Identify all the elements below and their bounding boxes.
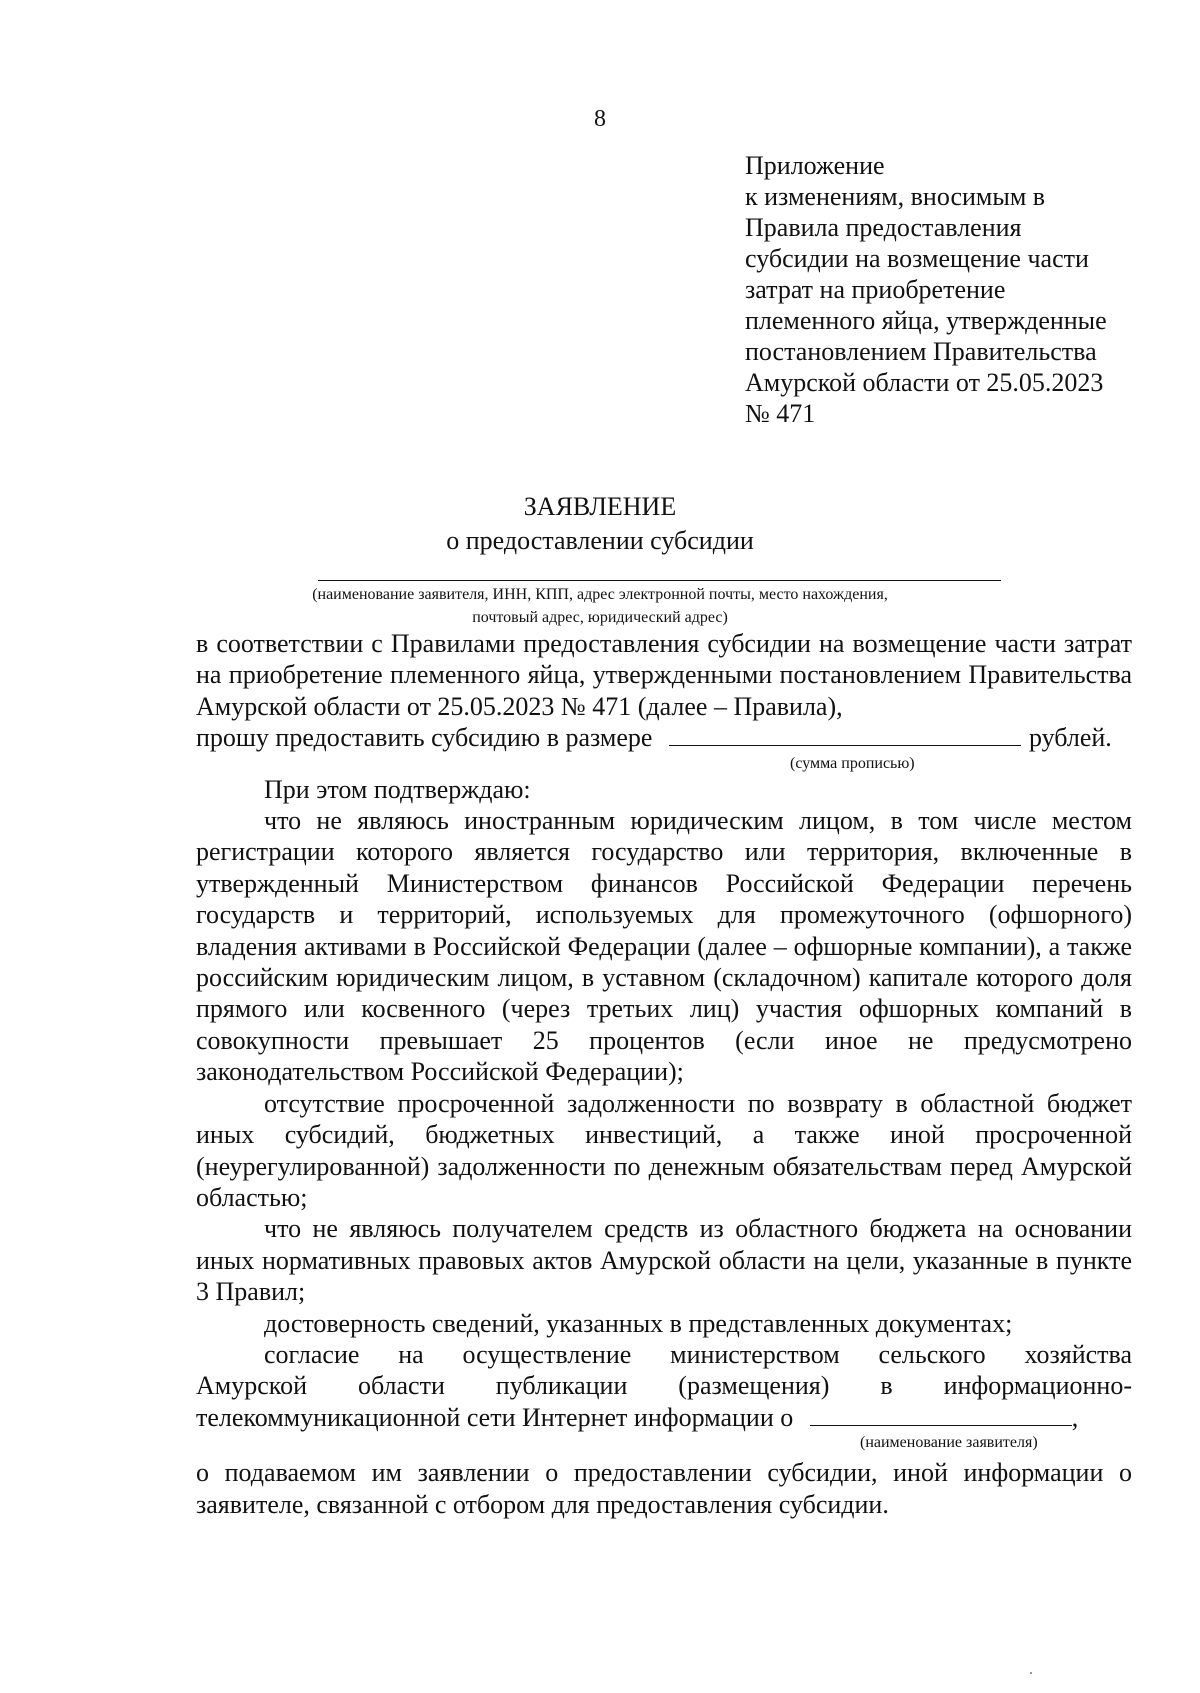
applicant-caption-line-2: почтовый адрес, юридический адрес) [472,609,728,626]
amount-caption-row [196,754,1132,774]
applicant-name-caption: (наименование заявителя) [860,1434,1038,1452]
request-suffix: рублей. [1028,723,1112,753]
scan-speck [1030,1672,1032,1674]
closing-paragraph: о подаваемом им заявлении о предоставлении субсидии, иной информации о заявителе, связанной с отбором для предоставления субсидии. [196,1458,1132,1519]
confirm-heading: При этом подтверждаю: [264,774,531,804]
consent-line-3 [196,1402,1132,1433]
confirm-item: что не являюсь иностранным юридическим лицом, в том числе местом регистрации которого является государство или территория, включенные в утвержденный Министерством финансов Российской Федерации перечень государств и территорий, используемых для промежуточного (офшорного) владения активами в Российской Федерации (далее – офшорные компании), а также российским юридическим лицом, в уставном (складочном) капитале которого доля прямого или косвенного (через третьих лиц) участия офшорных компаний в совокупности превышает 25 процентов (если иное не предусмотрено законодательством Российской Федерации); [196,806,1132,1087]
confirm-item: отсутствие просроченной задолженности по возврату в областной бюджет иных субсидий, бюджетных инвестиций, а также иной просроченной (неурегулированной) задолженности по денежным обязательствам перед Амурской областью; [196,1088,1132,1212]
consent-line-1: согласие на осуществление министерством сельского хозяйства [264,1339,1132,1369]
document-subtitle: о предоставлении субсидии [446,526,754,555]
document-title-block [0,490,1200,558]
applicant-fill-line[interactable] [318,580,1001,581]
consent-line-3-suffix: , [1071,1402,1079,1432]
amount-caption: (сумма прописью) [790,754,915,772]
appendix-line: постановлением Правительства [745,337,1097,366]
appendix-line: к изменениям, вносимым в [745,182,1046,211]
appendix-line: затрат на приобретение [745,275,1006,304]
intro-paragraph: в соответствии с Правилами предоставления субсидии на возмещение части затрат на приобретение племенного яйца, утвержденными постановлением Правительства Амурской области от 25.05.2023 № 471 (далее – Правила), [196,629,1132,721]
amount-fill-line[interactable] [669,723,1021,746]
confirm-item: что не являюсь получателем средств из областного бюджета на основании иных нормативных правовых актов Амурской области на цели, указанные в пункте 3 Правил; [196,1214,1132,1307]
request-line [196,722,1132,753]
document-title: ЗАЯВЛЕНИЕ [523,492,677,521]
appendix-line: субсидии на возмещение части [745,244,1089,273]
appendix-line: Приложение [745,151,885,180]
confirm-item: достоверность сведений, указанных в представленных документах; [264,1308,1013,1338]
applicant-name-caption-row [196,1433,1132,1453]
request-prefix: прошу предоставить субсидию в размере [196,723,653,753]
applicant-name-fill-line[interactable] [810,1403,1072,1426]
appendix-line: Амурской области от 25.05.2023 [745,368,1104,397]
appendix-header [745,150,1175,429]
consent-line-2: Амурской области публикации (размещения) в информационно- [196,1371,1132,1401]
applicant-caption-line-1: (наименование заявителя, ИНН, КПП, адрес электронной почты, место нахождения, [312,586,888,603]
appendix-line: племенного яйца, утвержденные [745,306,1107,335]
application-body [196,628,1132,1520]
page-number: 8 [594,106,606,132]
consent-line-3-prefix: телекоммуникационной сети Интернет информации о [196,1402,794,1432]
appendix-line: № 471 [745,399,816,428]
appendix-line: Правила предоставления [745,213,1022,242]
applicant-caption [0,583,1200,629]
